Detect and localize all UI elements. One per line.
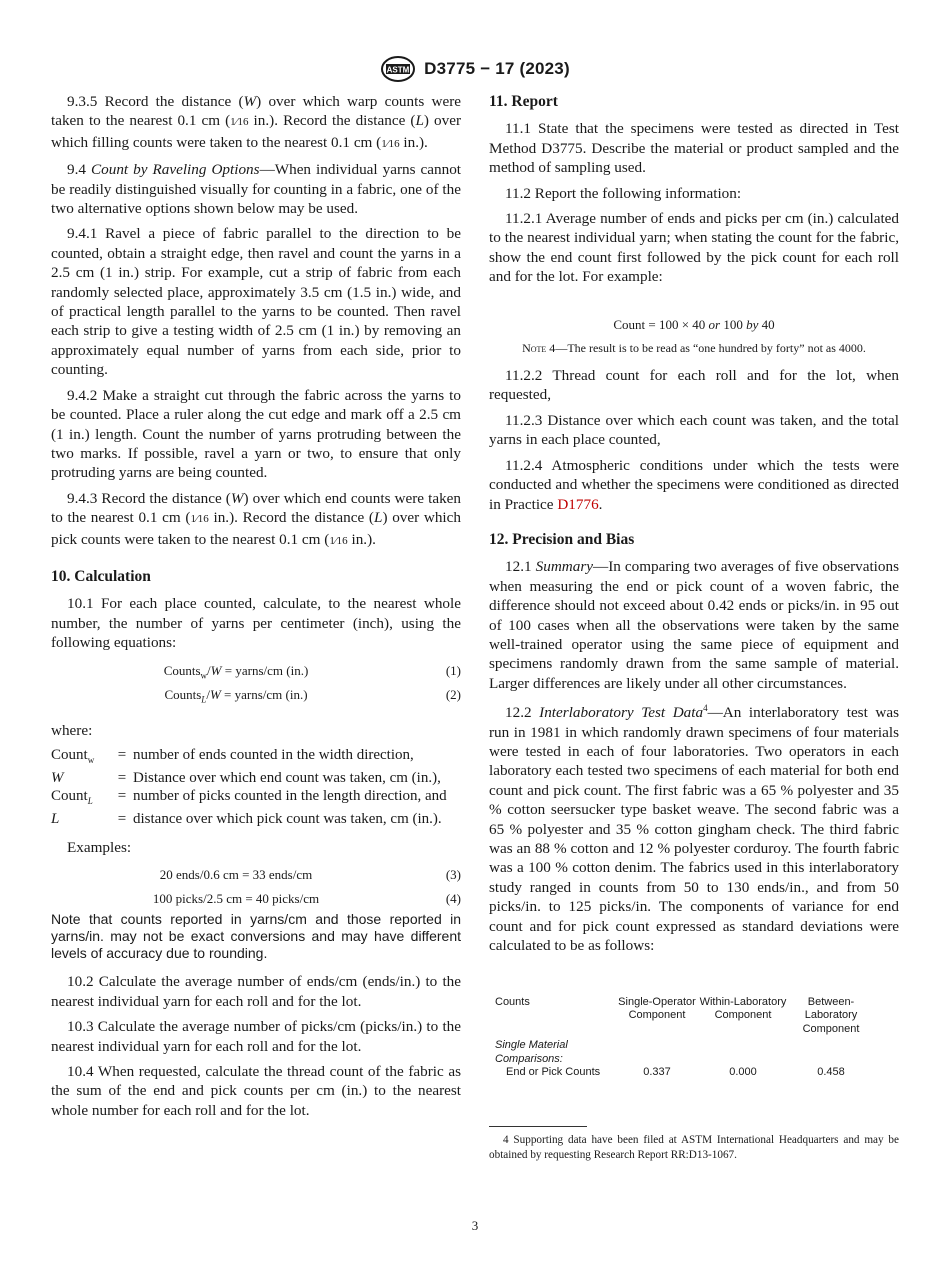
- count-example-equation: Count = 100 × 40 or 100 by 40: [613, 316, 775, 332]
- column-header-counts: Counts: [495, 995, 530, 1008]
- astm-logo-icon: [380, 56, 416, 82]
- footnote-4: 4 Supporting data have been filed at ASTM International Headquarters and may be obtained by requesting Research Report RR:D13-1067.: [489, 1133, 899, 1161]
- page-header: [0, 56, 950, 82]
- equation-2: Counts$_L$/W = yarns/cm (in.) (2): [164, 686, 461, 705]
- section-heading-calculation: 10. Calculation: [51, 567, 151, 585]
- paragraph-9-4-1: 9.4.1 Ravel a piece of fabric parallel to the direction to be counted, obtain a straight edge, then ravel and count the yarns in a 2.5 cm (1 in.) strip. For example, cut a strip of fabric from each randomly selected place, approximately 3.5 cm (1.5 in.) wide, and of practical length parallel to the yarns to be counted. Then ravel each strip to give a testing width of 2.5 cm (1 in.) by removing an approximately equal number of yarns from each side, prior to counting.: [51, 225, 461, 379]
- paragraph-11-2-3: 11.2.3 Distance over which each count was taken, and the total yarns in each place counted,: [489, 411, 899, 449]
- section-heading-precision-bias: 12. Precision and Bias: [489, 530, 635, 548]
- table-header-row: [495, 996, 875, 1037]
- rounding-note: Note that counts reported in yarns/cm and those reported in yarns/in. may not be exact conversions and may have different levels of accuracy due to rounding.: [51, 911, 461, 962]
- paragraph-11-1: 11.1 State that the specimens were tested as directed in Test Method D3775. Describe the material or product sampled and the method of sampling used.: [489, 120, 899, 177]
- paragraph-9-4-3: 9.4.3 Record the distance (W) over which end counts were taken to the nearest 0.1 cm (1⁄16 in.). Record the distance (L) over which pick counts were taken to the nearest 0.1 cm (1⁄16 in.).: [51, 489, 461, 548]
- equation-1: Counts$_w$/W = yarns/cm (in.) (1): [163, 662, 461, 681]
- left-column: [51, 92, 461, 1126]
- paragraph-10-3: 10.3 Calculate the average number of picks/cm (picks/in.) to the nearest individual yarn for each roll and for the lot.: [51, 1018, 461, 1055]
- column-header-within-laboratory: Within-Laboratory Component: [699, 995, 787, 1021]
- right-column: [489, 92, 899, 1163]
- svg-text:ASTM: ASTM: [386, 65, 410, 75]
- document-designation: D3775 − 17 (2023): [424, 59, 570, 78]
- examples-label: Examples:: [67, 838, 132, 856]
- page-number: 3: [471, 1218, 479, 1233]
- paragraph-9-3-5: 9.3.5 Record the distance (W) over which warp counts were taken to the nearest 0.1 cm (1⁄16 in.). Record the distance (L) over which filling counts were taken to the nearest 0.1 cm (1⁄16 in.).: [51, 93, 461, 151]
- paragraph-12-2: 12.2 Interlaboratory Test Data$^4$—An interlaboratory test was run in 1981 in which randomly drawn specimens of four materials were tested in each of four laboratories. Two operators in each laboratory each tested two specimens of each material for both end count and pick count. The first fabric was a 65 % polyester and 35 % cotton seersucker type basket weave. The second fabric was a 65 % polyester and 35 % cotton gingham check. The third fabric was an 88 % cotton and 12 % polyester corduroy. The fourth fabric was a 100 % cotton denim. The fabrics used in this interlaboratory study ranged in counts from 50 to 130 ends/in., and from 50 picks/in. to 125 picks/in. The components of variance for end count and for pick count expressed as standard deviations were calculated to be as follows:: [489, 703, 900, 955]
- definition-row: L = distance over which pick count was taken, cm (in.).: [51, 810, 442, 827]
- paragraph-11-2-4: 11.2.4 Atmospheric conditions under which the tests were conducted and whether the specimens were conditioned as directed in Practice D1776.: [489, 456, 899, 513]
- definition-row: Count$_L$ = number of picks counted in the length direction, and: [51, 787, 447, 806]
- precision-table: [495, 996, 875, 1080]
- where-label: where:: [51, 721, 93, 739]
- practice-d1776-link[interactable]: D1776: [557, 495, 599, 513]
- paragraph-11-2-1: 11.2.1 Average number of ends and picks per cm (in.) calculated to the nearest individual yarn; when stating the count for the fabric, show the end count first followed by the pick count for each roll and for the lot. For example:: [489, 210, 899, 286]
- equation-4: 100 picks/2.5 cm = 40 picks/cm (4): [152, 891, 461, 907]
- table-group-row: [495, 1036, 875, 1066]
- footnote-rule: [489, 1126, 587, 1127]
- paragraph-10-2: 10.2 Calculate the average number of ends/cm (ends/in.) to the nearest individual yarn for each roll and for the lot.: [51, 973, 461, 1010]
- variable-definitions: [51, 746, 461, 828]
- paragraph-9-4-2: 9.4.2 Make a straight cut through the fabric across the yarns to be counted. Place a ruler along the cut edge and mark off a 2.5 cm (1 in.) length. Count the number of yarns protruding between the two marks. If possible, ravel a yarn or two, to ensure that only protruding yarns are being counted.: [51, 386, 461, 482]
- group-label: Single Material Comparisons:: [495, 1039, 568, 1065]
- section-heading-report: 11. Report: [489, 93, 558, 110]
- column-header-between-laboratory: Between-Laboratory Component: [802, 995, 860, 1035]
- definition-row: Count$_w$ = number of ends counted in the width direction,: [51, 746, 414, 765]
- paragraph-11-2-2: 11.2.2 Thread count for each roll and for the lot, when requested,: [489, 367, 899, 404]
- paragraph-12-1: 12.1 Summary—In comparing two averages of five observations when measuring the end or pick count of a woven fabric, the difference should not exceed about 0.42 ends or picks/in. in 95 out of 100 cases when all the observations were taken by the same well-trained operator using the same piece of equipment and specimens randomly drawn from the same sample of material. Larger differences are likely under all other circumstances.: [489, 558, 899, 692]
- paragraph-10-4: 10.4 When requested, calculate the thread count of the fabric as the sum of the end and pick counts per cm (in.) to the nearest whole number for each roll and for the lot.: [51, 1063, 461, 1119]
- paragraph-9-4: 9.4 Count by Raveling Options—When individual yarns cannot be readily distinguished visually for counting in a fabric, one of the two alternative options shown below may be used.: [51, 161, 462, 218]
- paragraph-11-2: 11.2 Report the following information:: [505, 184, 742, 202]
- equation-3: 20 ends/0.6 cm = 33 ends/cm (3): [159, 867, 461, 883]
- note-4: Note 4—The result is to be read as “one hundred by forty” not as 4000.: [522, 341, 866, 356]
- column-header-single-operator: Single-Operator Component: [618, 995, 696, 1021]
- paragraph-10-1: 10.1 For each place counted, calculate, to the nearest whole number, the number of yarns per centimeter (inch), using the following equations:: [51, 595, 461, 652]
- table-row: End or Pick Counts 0.337 0.000 0.458: [506, 1066, 845, 1078]
- definition-row: W = Distance over which end count was taken, cm (in.),: [51, 769, 441, 786]
